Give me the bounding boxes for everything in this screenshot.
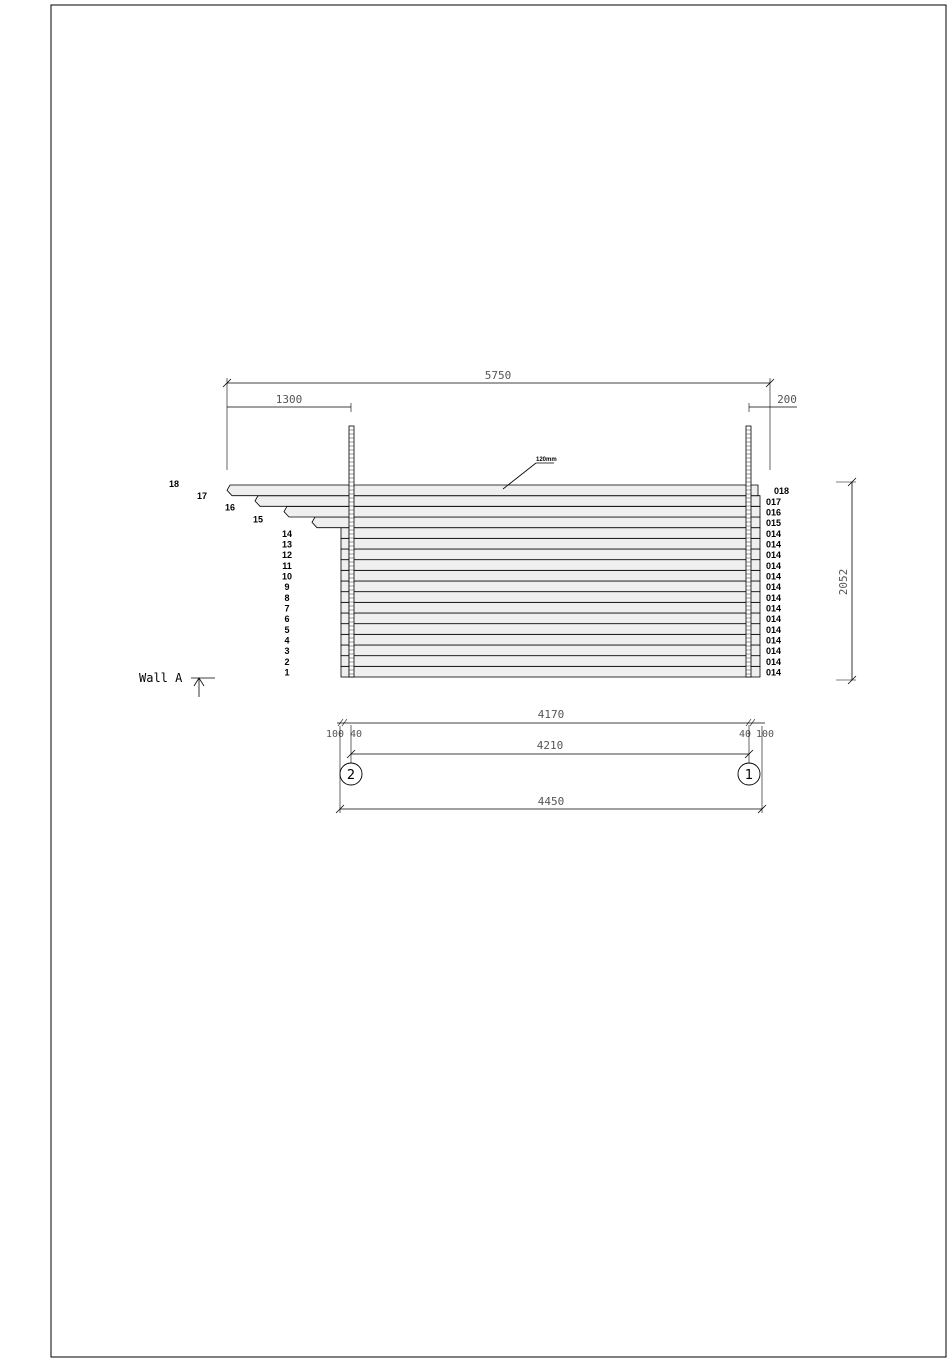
log-course	[341, 634, 760, 645]
end-right-outer-value: 100	[755, 729, 775, 740]
dimension-inner-span	[337, 708, 765, 726]
course-label-left: 6	[284, 614, 290, 625]
log-course	[341, 538, 760, 549]
log-course	[341, 602, 760, 613]
course-label-left: 14	[281, 528, 293, 539]
course-label-right: 014	[766, 635, 782, 646]
right-post	[746, 426, 751, 677]
course-label-left: 2	[284, 656, 290, 667]
log-course	[341, 549, 760, 560]
log-course	[341, 645, 760, 656]
course-label-right: 015	[766, 518, 782, 529]
course-label-right: 014	[766, 624, 782, 635]
course-label-right: 014	[766, 528, 782, 539]
course-label-left: 3	[284, 646, 290, 657]
course-label-right: 014	[766, 582, 782, 593]
course-label-left: 13	[281, 539, 293, 550]
overall-width-value: 5750	[484, 369, 512, 382]
dimension-height	[836, 478, 856, 684]
log-courses	[224, 485, 760, 677]
log-course	[227, 485, 758, 496]
log-course	[341, 528, 760, 539]
axis-marker-1	[738, 763, 760, 785]
course-label-left: 18	[168, 479, 180, 489]
course-label-right: 014	[766, 603, 782, 614]
axis-span-value: 4210	[536, 739, 564, 752]
course-label-right: 014	[766, 646, 782, 657]
course-label-left: 4	[284, 635, 290, 646]
axis-1-label: 1	[744, 768, 754, 783]
course-label-right: 014	[766, 614, 782, 625]
log-course	[341, 581, 760, 592]
end-right-inner-value: 40	[738, 729, 752, 740]
axis-marker-2	[340, 763, 362, 785]
course-label-left: 17	[196, 490, 208, 501]
thickness-leader	[503, 457, 557, 489]
axis-2-label: 2	[346, 768, 356, 783]
log-course	[341, 560, 760, 571]
log-course	[341, 592, 760, 603]
thickness-note: 120mm	[536, 457, 557, 463]
dimension-axis-span	[347, 725, 753, 764]
course-label-right: 018	[774, 486, 790, 497]
log-course	[255, 496, 760, 507]
end-left-inner-value: 40	[349, 729, 363, 740]
log-course	[341, 624, 760, 635]
course-label-right: 014	[766, 592, 782, 603]
log-course	[312, 517, 760, 528]
log-course	[341, 666, 760, 677]
log-course	[341, 656, 760, 667]
end-left-outer-value: 100	[325, 729, 345, 740]
course-label-right: 014	[766, 571, 782, 582]
course-label-right: 014	[766, 656, 782, 667]
course-label-right: 016	[766, 507, 782, 518]
course-label-left: 7	[284, 603, 290, 614]
course-label-left: 15	[252, 514, 264, 525]
dimension-left-overhang	[227, 393, 351, 412]
dimension-right-overhang	[749, 393, 797, 412]
left-overhang-value: 1300	[275, 393, 303, 406]
left-course-labels	[169, 479, 292, 678]
course-label-right: 014	[766, 539, 782, 550]
inner-span-value: 4170	[537, 708, 565, 721]
course-label-left: 10	[281, 571, 293, 582]
height-value: 2052	[837, 568, 850, 596]
log-course	[341, 613, 760, 624]
wall-label: Wall A	[139, 671, 183, 685]
course-label-left: 16	[224, 502, 236, 513]
course-label-right: 014	[766, 560, 782, 571]
wall-marker	[139, 671, 215, 697]
dimension-overall-width	[223, 369, 774, 470]
course-label-right: 017	[766, 496, 782, 507]
course-label-left: 8	[284, 592, 290, 603]
course-label-right: 014	[766, 667, 782, 678]
course-label-left: 5	[284, 624, 290, 635]
sheet-border	[51, 5, 946, 1357]
course-label-left: 9	[284, 582, 290, 593]
left-post	[349, 426, 354, 677]
right-course-labels	[766, 486, 789, 677]
total-width-value: 4450	[537, 795, 565, 808]
course-label-left: 12	[281, 550, 293, 561]
course-label-right: 014	[766, 550, 782, 561]
right-overhang-value: 200	[777, 393, 797, 406]
course-label-left: 11	[282, 560, 292, 571]
log-course	[341, 570, 760, 581]
log-course	[284, 506, 760, 517]
course-label-left: 1	[284, 667, 290, 678]
